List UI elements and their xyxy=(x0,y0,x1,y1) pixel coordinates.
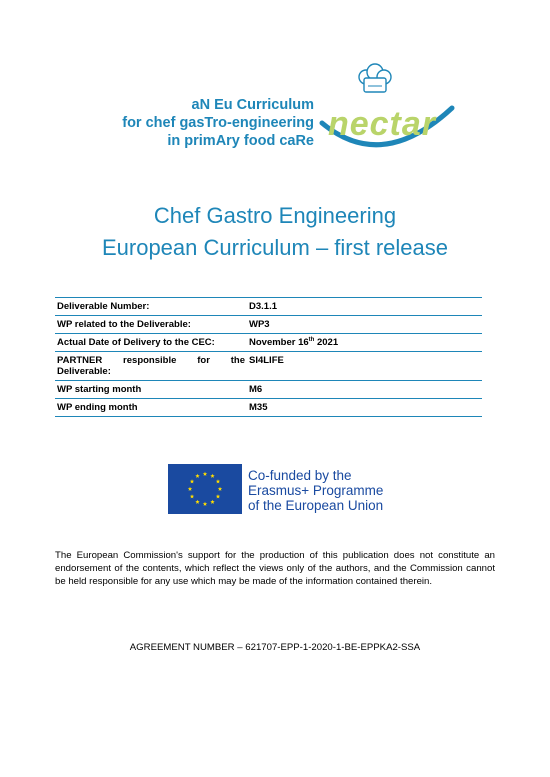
row-label: WP ending month xyxy=(57,402,138,414)
table-row xyxy=(55,316,482,334)
eu-line-1: Co-funded by the xyxy=(248,468,352,483)
date-text: November 16 xyxy=(249,337,309,349)
eu-star xyxy=(203,472,207,476)
row-label: Deliverable Number: xyxy=(57,301,150,312)
project-tagline xyxy=(118,96,314,150)
logo-wordmark: nectar xyxy=(327,105,437,143)
deliverable-table xyxy=(55,297,482,417)
agreement-number: AGREEMENT NUMBER – 621707-EPP-1-2020-1-BE-EPPKA2-SSA xyxy=(129,642,421,653)
table-row xyxy=(55,399,482,417)
row-value: SI4LIFE xyxy=(249,355,284,367)
row-value: WP3 xyxy=(249,319,270,330)
tagline-line-3: in primAry food caRe xyxy=(167,133,314,149)
date-year: 2021 xyxy=(314,337,339,349)
eu-star xyxy=(190,479,194,483)
disclaimer-text: The European Commission's support for the production of this publication does not constitute an endorsement of the contents, which reflect the views only of the authors, and the Commission cannot be held responsible for any use which may be made of the information contained therein. xyxy=(55,550,495,588)
nectar-logo xyxy=(312,63,462,168)
eu-star xyxy=(190,494,194,498)
eu-funding-text xyxy=(248,468,383,513)
row-label xyxy=(55,352,247,381)
table-row xyxy=(55,334,482,352)
eu-star xyxy=(188,487,192,491)
row-value: M35 xyxy=(249,402,268,414)
row-value: D3.1.1 xyxy=(249,301,277,312)
eu-star xyxy=(218,487,222,491)
table-row xyxy=(55,298,482,316)
table-row xyxy=(55,352,482,381)
header xyxy=(0,60,550,170)
row-label: WP related to the Deliverable: xyxy=(57,319,191,330)
eu-star xyxy=(203,502,207,506)
eu-star xyxy=(210,500,214,504)
eu-star xyxy=(216,494,220,498)
date-ordinal: th xyxy=(308,337,315,343)
partner-label: PARTNER responsible for the Deliverable: xyxy=(57,355,245,378)
document-title xyxy=(0,200,550,264)
title-line-2: European Curriculum – first release xyxy=(101,235,449,260)
eu-star xyxy=(195,474,199,478)
eu-line-2: Erasmus+ Programme xyxy=(248,483,384,498)
row-label: Actual Date of Delivery to the CEC: xyxy=(57,337,215,348)
table-row xyxy=(55,381,482,399)
eu-flag-icon xyxy=(168,464,242,514)
eu-star xyxy=(210,474,214,478)
row-label: WP starting month xyxy=(57,384,142,396)
eu-line-3: of the European Union xyxy=(248,498,384,513)
eu-funding-block xyxy=(168,464,388,516)
row-value xyxy=(247,334,482,352)
tagline-line-2: for chef gasTro-engineering xyxy=(122,115,314,131)
tagline-line-1: aN Eu Curriculum xyxy=(191,97,314,113)
eu-star xyxy=(216,479,220,483)
eu-stars xyxy=(168,464,242,514)
title-line-1: Chef Gastro Engineering xyxy=(153,203,397,228)
eu-star xyxy=(195,500,199,504)
row-value: M6 xyxy=(249,384,263,396)
